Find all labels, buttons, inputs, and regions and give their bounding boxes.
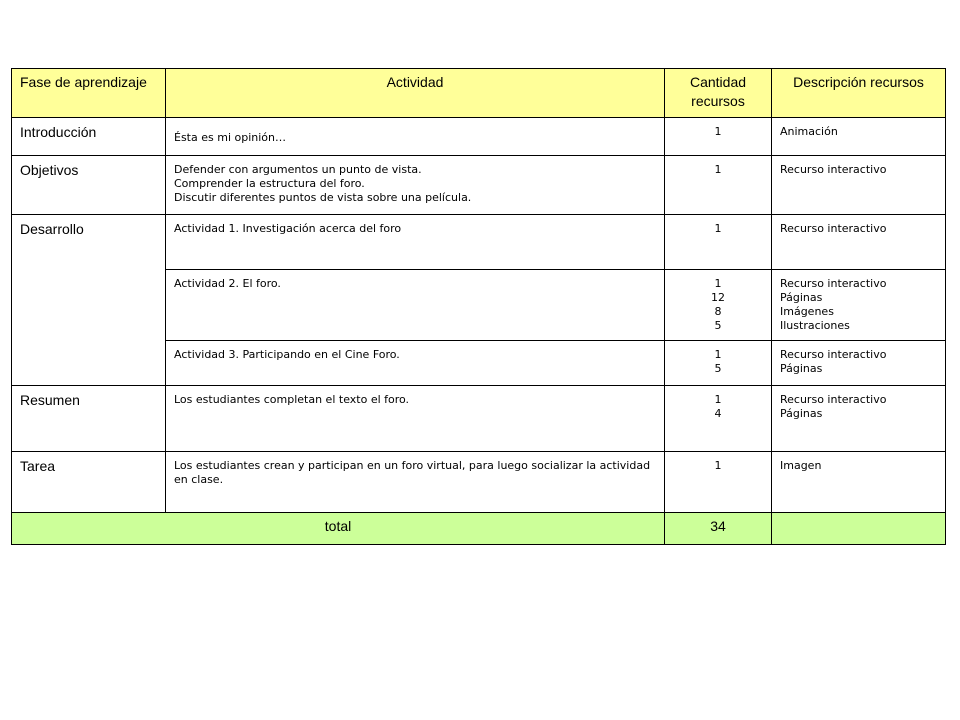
phase-cell: Resumen <box>12 386 166 452</box>
activity-cell <box>166 270 665 341</box>
activity-line: Comprender la estructura del foro. <box>174 177 365 190</box>
header-phase: Fase de aprendizaje <box>12 69 166 118</box>
quantity-value: 4 <box>714 407 722 420</box>
total-value: 34 <box>665 513 772 545</box>
activity-cell <box>166 156 665 215</box>
activity-line: Actividad 3. Participando en el Cine Foro. <box>174 348 400 361</box>
table-row <box>12 452 946 513</box>
resource-item: Ilustraciones <box>780 319 850 332</box>
resource-item: Páginas <box>780 407 823 420</box>
quantity-value: 5 <box>714 319 722 332</box>
activity-line: Discutir diferentes puntos de vista sobre una película. <box>174 191 472 204</box>
resources-cell <box>772 452 946 513</box>
resource-item: Imagen <box>780 459 822 472</box>
resource-item: Recurso interactivo <box>780 163 887 176</box>
quantity-cell <box>665 270 772 341</box>
activity-line: Actividad 1. Investigación acerca del foro <box>174 222 402 235</box>
phase-cell: Introducción <box>12 118 166 156</box>
activity-line: Ésta es mi opinión… <box>174 131 286 144</box>
quantity-value: 1 <box>714 277 722 290</box>
resources-cell <box>772 215 946 270</box>
quantity-cell <box>665 341 772 386</box>
resources-cell <box>772 386 946 452</box>
activity-cell <box>166 341 665 386</box>
quantity-value: 1 <box>714 163 722 176</box>
quantity-value: 12 <box>711 291 725 304</box>
quantity-cell <box>665 156 772 215</box>
quantity-value: 1 <box>714 125 722 138</box>
resources-cell <box>772 118 946 156</box>
total-empty-cell <box>772 513 946 545</box>
quantity-cell <box>665 386 772 452</box>
resource-item: Recurso interactivo <box>780 277 887 290</box>
resource-item: Páginas <box>780 362 823 375</box>
activity-cell <box>166 452 665 513</box>
quantity-value: 5 <box>714 362 722 375</box>
quantity-cell <box>665 118 772 156</box>
quantity-cell <box>665 452 772 513</box>
quantity-value: 1 <box>714 393 722 406</box>
header-activity: Actividad <box>166 69 665 118</box>
phase-cell: Desarrollo <box>12 215 166 386</box>
header-description: Descripción recursos <box>772 69 946 118</box>
quantity-value: 1 <box>714 459 722 472</box>
table-row <box>12 215 946 270</box>
activity-cell <box>166 215 665 270</box>
table-row <box>12 386 946 452</box>
header-row <box>12 69 946 118</box>
header-quantity: Cantidad recursos <box>665 69 772 118</box>
quantity-value: 8 <box>714 305 722 318</box>
quantity-value: 1 <box>714 222 722 235</box>
resources-cell <box>772 156 946 215</box>
resources-cell <box>772 270 946 341</box>
activity-line: Los estudiantes completan el texto el foro. <box>174 393 410 406</box>
phase-cell: Objetivos <box>12 156 166 215</box>
resource-item: Recurso interactivo <box>780 348 887 361</box>
resource-item: Recurso interactivo <box>780 222 887 235</box>
activity-line: Los estudiantes crean y participan en un foro virtual, para luego socializar la actividad en clase. <box>174 459 651 486</box>
activity-line: Defender con argumentos un punto de vista. <box>174 163 422 176</box>
resources-table <box>11 68 946 545</box>
resource-item: Páginas <box>780 291 823 304</box>
resource-item: Recurso interactivo <box>780 393 887 406</box>
activity-cell <box>166 386 665 452</box>
total-label: total <box>12 513 665 545</box>
quantity-cell <box>665 215 772 270</box>
resource-item: Imágenes <box>780 305 834 318</box>
resource-item: Animación <box>780 125 838 138</box>
resources-cell <box>772 341 946 386</box>
quantity-value: 1 <box>714 348 722 361</box>
activity-cell <box>166 118 665 156</box>
table-row <box>12 156 946 215</box>
activity-line: Actividad 2. El foro. <box>174 277 281 290</box>
phase-cell: Tarea <box>12 452 166 513</box>
table-row <box>12 118 946 156</box>
total-row <box>12 513 946 545</box>
